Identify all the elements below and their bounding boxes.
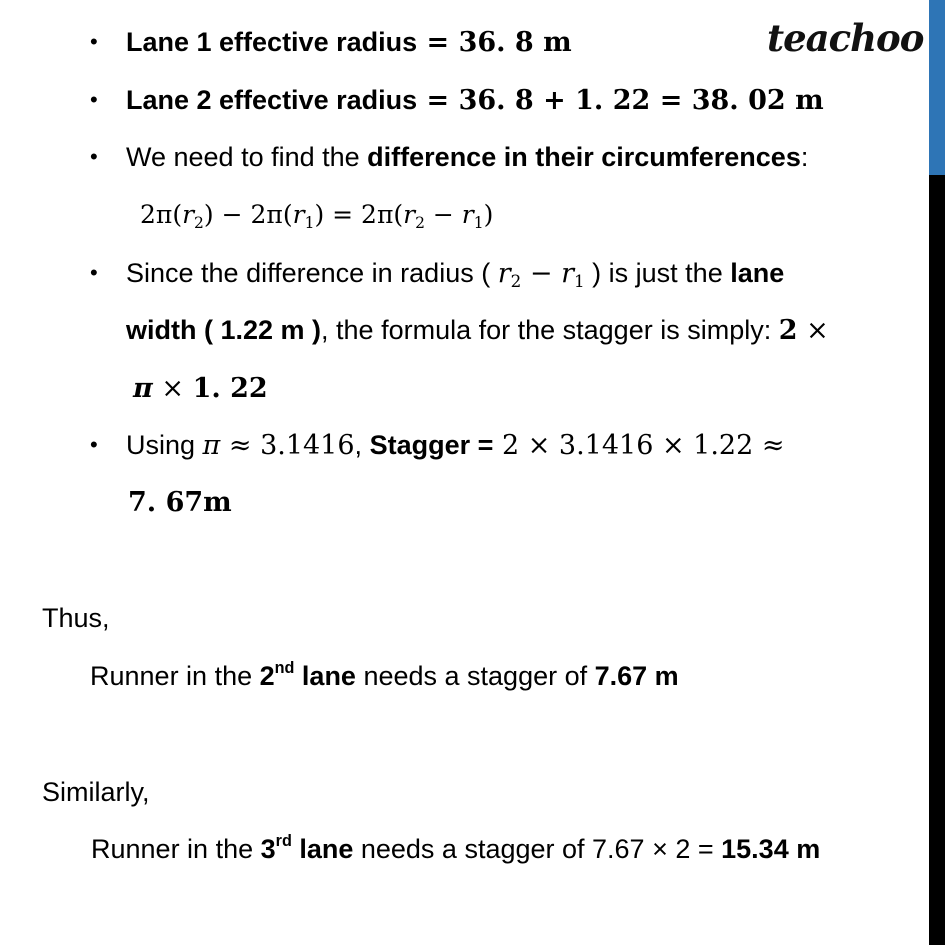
- difference-pre: We need to find the: [126, 142, 368, 172]
- formula-part: −: [424, 200, 462, 229]
- formula-var: r: [403, 200, 416, 229]
- teachoo-logo: teachoo: [767, 16, 924, 60]
- stagger-result: 7. 67m: [128, 487, 232, 518]
- lane3-pre: Runner in the: [91, 834, 261, 864]
- b4-sub: 2: [510, 271, 522, 291]
- formula-var: r: [182, 200, 195, 229]
- bullet-dot: •: [90, 29, 98, 54]
- lane2-stagger-line: [90, 659, 679, 693]
- lane2-mid: needs a stagger of: [355, 661, 595, 691]
- stagger-formula-line: [133, 371, 268, 406]
- lane2-ordinal: nd: [274, 659, 295, 677]
- bullet-dot: •: [90, 260, 98, 285]
- formula-sub: 2: [194, 214, 204, 232]
- lane3-stagger-line: [91, 832, 820, 866]
- bullet-dot: •: [90, 144, 98, 169]
- formula-part: ) − 2π(: [203, 200, 293, 229]
- pi-symbol: π: [202, 430, 221, 461]
- lane2-label: Lane 2 effective radius: [126, 85, 418, 115]
- lane2-radius-line: [126, 83, 824, 118]
- difference-post: :: [800, 142, 809, 172]
- lane2-value: 36. 8 + 1. 22 = 38. 02 m: [458, 85, 824, 116]
- lane3-mid: needs a stagger of 7.67 × 2 =: [353, 834, 722, 864]
- lane2-lane-word: lane: [294, 661, 356, 691]
- lane3-lane-word: lane: [291, 834, 354, 864]
- formula-sub: 1: [473, 214, 484, 232]
- lane-width-line: [126, 313, 829, 348]
- lane3-number: 3: [260, 834, 276, 864]
- b4-sub: 1: [574, 271, 585, 291]
- b5-pre: Using: [126, 430, 203, 460]
- difference-bold: difference in their circumferences: [367, 142, 801, 172]
- formula-sub: 2: [415, 214, 425, 232]
- formula-var: r: [461, 200, 474, 229]
- thus-text: Thus,: [42, 603, 110, 633]
- lane-width-post: , the formula for the stagger is simply:: [321, 315, 779, 345]
- b4-var: r: [497, 258, 511, 289]
- formula-part: ): [483, 200, 494, 229]
- formula-part: ) = 2π(: [314, 200, 404, 229]
- times-sign: ×: [797, 315, 829, 346]
- bullet-dot: •: [90, 87, 98, 112]
- radius-difference-line: [126, 256, 784, 291]
- lane3-value: 15.34 m: [721, 834, 821, 864]
- similarly-text: Similarly,: [42, 777, 150, 807]
- b4-bold: lane: [730, 258, 785, 288]
- lane1-value: 36. 8 m: [458, 27, 572, 58]
- lane2-value: 7.67 m: [594, 661, 679, 691]
- stagger-label: Stagger =: [369, 430, 494, 460]
- right-sidebar: [929, 0, 945, 945]
- stagger-two: 2: [778, 315, 798, 346]
- b4-post: ) is just the: [584, 258, 731, 288]
- stagger-calc-line: [126, 428, 785, 463]
- pi-approx: ≈ 3.1416: [220, 430, 355, 461]
- b4-pre: Since the difference in radius (: [126, 258, 498, 288]
- lane2-pre: Runner in the: [90, 661, 260, 691]
- eq-sign: =: [417, 85, 459, 116]
- b4-minus: −: [521, 258, 562, 289]
- eq-sign: =: [417, 27, 459, 58]
- lane-width-value: 1. 22: [192, 373, 268, 404]
- times-sign: ×: [152, 373, 193, 404]
- difference-line: [126, 140, 808, 174]
- lane1-radius-line: [126, 25, 572, 60]
- stagger-calc: 2 × 3.1416 × 1.22 ≈: [493, 430, 785, 461]
- formula-var: r: [292, 200, 305, 229]
- b4-var: r: [561, 258, 575, 289]
- pi-symbol: π: [133, 373, 153, 404]
- formula-sub: 1: [304, 214, 315, 232]
- lane3-ordinal: rd: [275, 832, 292, 850]
- bullet-dot: •: [90, 432, 98, 457]
- lane1-label: Lane 1 effective radius: [126, 27, 418, 57]
- lane-width-bold: width ( 1.22 m ): [126, 315, 322, 345]
- circumference-formula: [140, 198, 493, 232]
- b5-comma: ,: [354, 430, 370, 460]
- lane2-number: 2: [259, 661, 275, 691]
- sidebar-accent: [929, 0, 945, 175]
- formula-part: 2π(: [140, 200, 183, 229]
